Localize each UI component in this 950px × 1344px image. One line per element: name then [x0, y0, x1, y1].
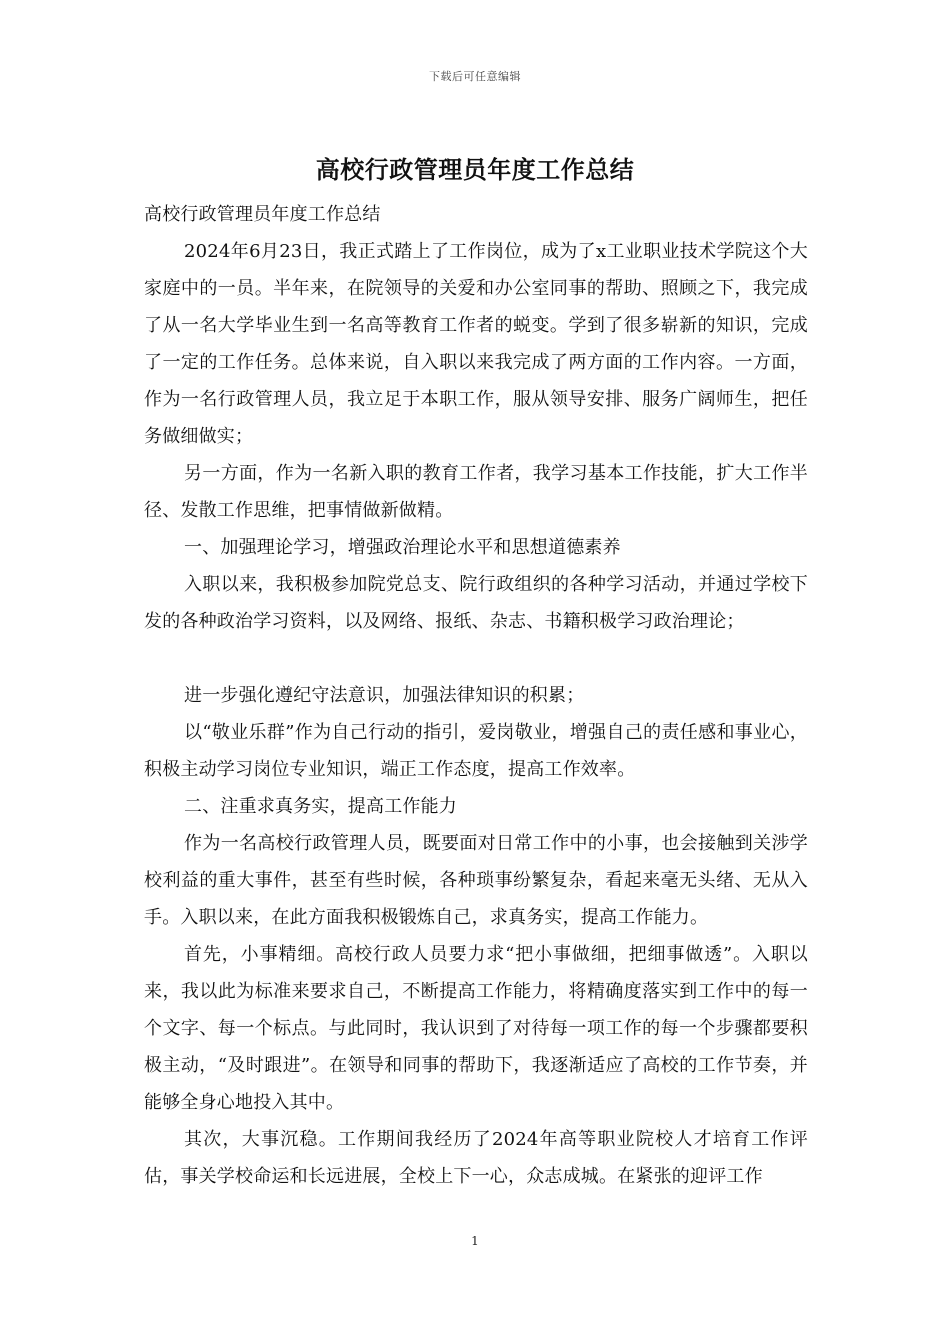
- body-paragraph: 首先，小事精细。高校行政人员要力求“把小事做细，把细事做透”。入职以来，我以此为标准来要求自己，不断提高工作能力，将精确度落实到工作中的每一个文字、每一个标点。与此同时，我认识到了对待每一项工作的每一个步骤都要积极主动，“及时跟进”。在领导和同事的帮助下，我逐渐适应了高校的工作节奏，并能够全身心地投入其中。: [144, 944, 808, 1113]
- section-heading: 二、注重求真务实，提高工作能力: [184, 796, 457, 817]
- header-note: 下载后可任意编辑: [429, 70, 521, 83]
- document-title: 高校行政管理员年度工作总结: [315, 155, 635, 184]
- body-paragraph: 另一方面，作为一名新入职的教育工作者，我学习基本工作技能，扩大工作半径、发散工作思维，把事情做新做精。: [144, 463, 808, 521]
- document-body: [144, 196, 808, 1195]
- body-paragraph: 以“敬业乐群”作为自己行动的指引，爱岗敬业，增强自己的责任感和事业心，积极主动学习岗位专业知识，端正工作态度，提高工作效率。: [144, 722, 808, 780]
- body-paragraph: 进一步强化遵纪守法意识，加强法律知识的积累；: [184, 685, 585, 706]
- page-number: 1: [471, 1234, 479, 1248]
- body-paragraph: 2024年6月23日，我正式踏上了工作岗位，成为了x工业职业技术学院这个大家庭中的一员。半年来，在院领导的关爱和办公室同事的帮助、照顾之下，我完成了从一名大学毕业生到一名高等教育工作者的蜕变。学到了很多崭新的知识，完成了一定的工作任务。总体来说，自入职以来我完成了两方面的工作内容。一方面，作为一名行政管理人员，我立足于本职工作，服从领导安排、服务广阔师生，把任务做细做实；: [144, 241, 808, 447]
- body-paragraph: 入职以来，我积极参加院党总支、院行政组织的各种学习活动，并通过学校下发的各种政治学习资料，以及网络、报纸、杂志、书籍积极学习政治理论；: [144, 574, 808, 632]
- body-paragraph: 作为一名高校行政管理人员，既要面对日常工作中的小事，也会接触到关涉学校利益的重大事件，甚至有些时候，各种琐事纷繁复杂，看起来毫无头绪、无从入手。入职以来，在此方面我积极锻炼自己，求真务实，提高工作能力。: [144, 833, 808, 928]
- subtitle-paragraph: 高校行政管理员年度工作总结: [144, 204, 381, 225]
- paragraph-gap: [144, 640, 808, 677]
- body-paragraph: 其次，大事沉稳。工作期间我经历了2024年高等职业院校人才培育工作评估，事关学校命运和长远进展，全校上下一心，众志成城。在紧张的迎评工作: [144, 1129, 808, 1187]
- section-heading: 一、加强理论学习，增强政治理论水平和思想道德素养: [184, 537, 621, 558]
